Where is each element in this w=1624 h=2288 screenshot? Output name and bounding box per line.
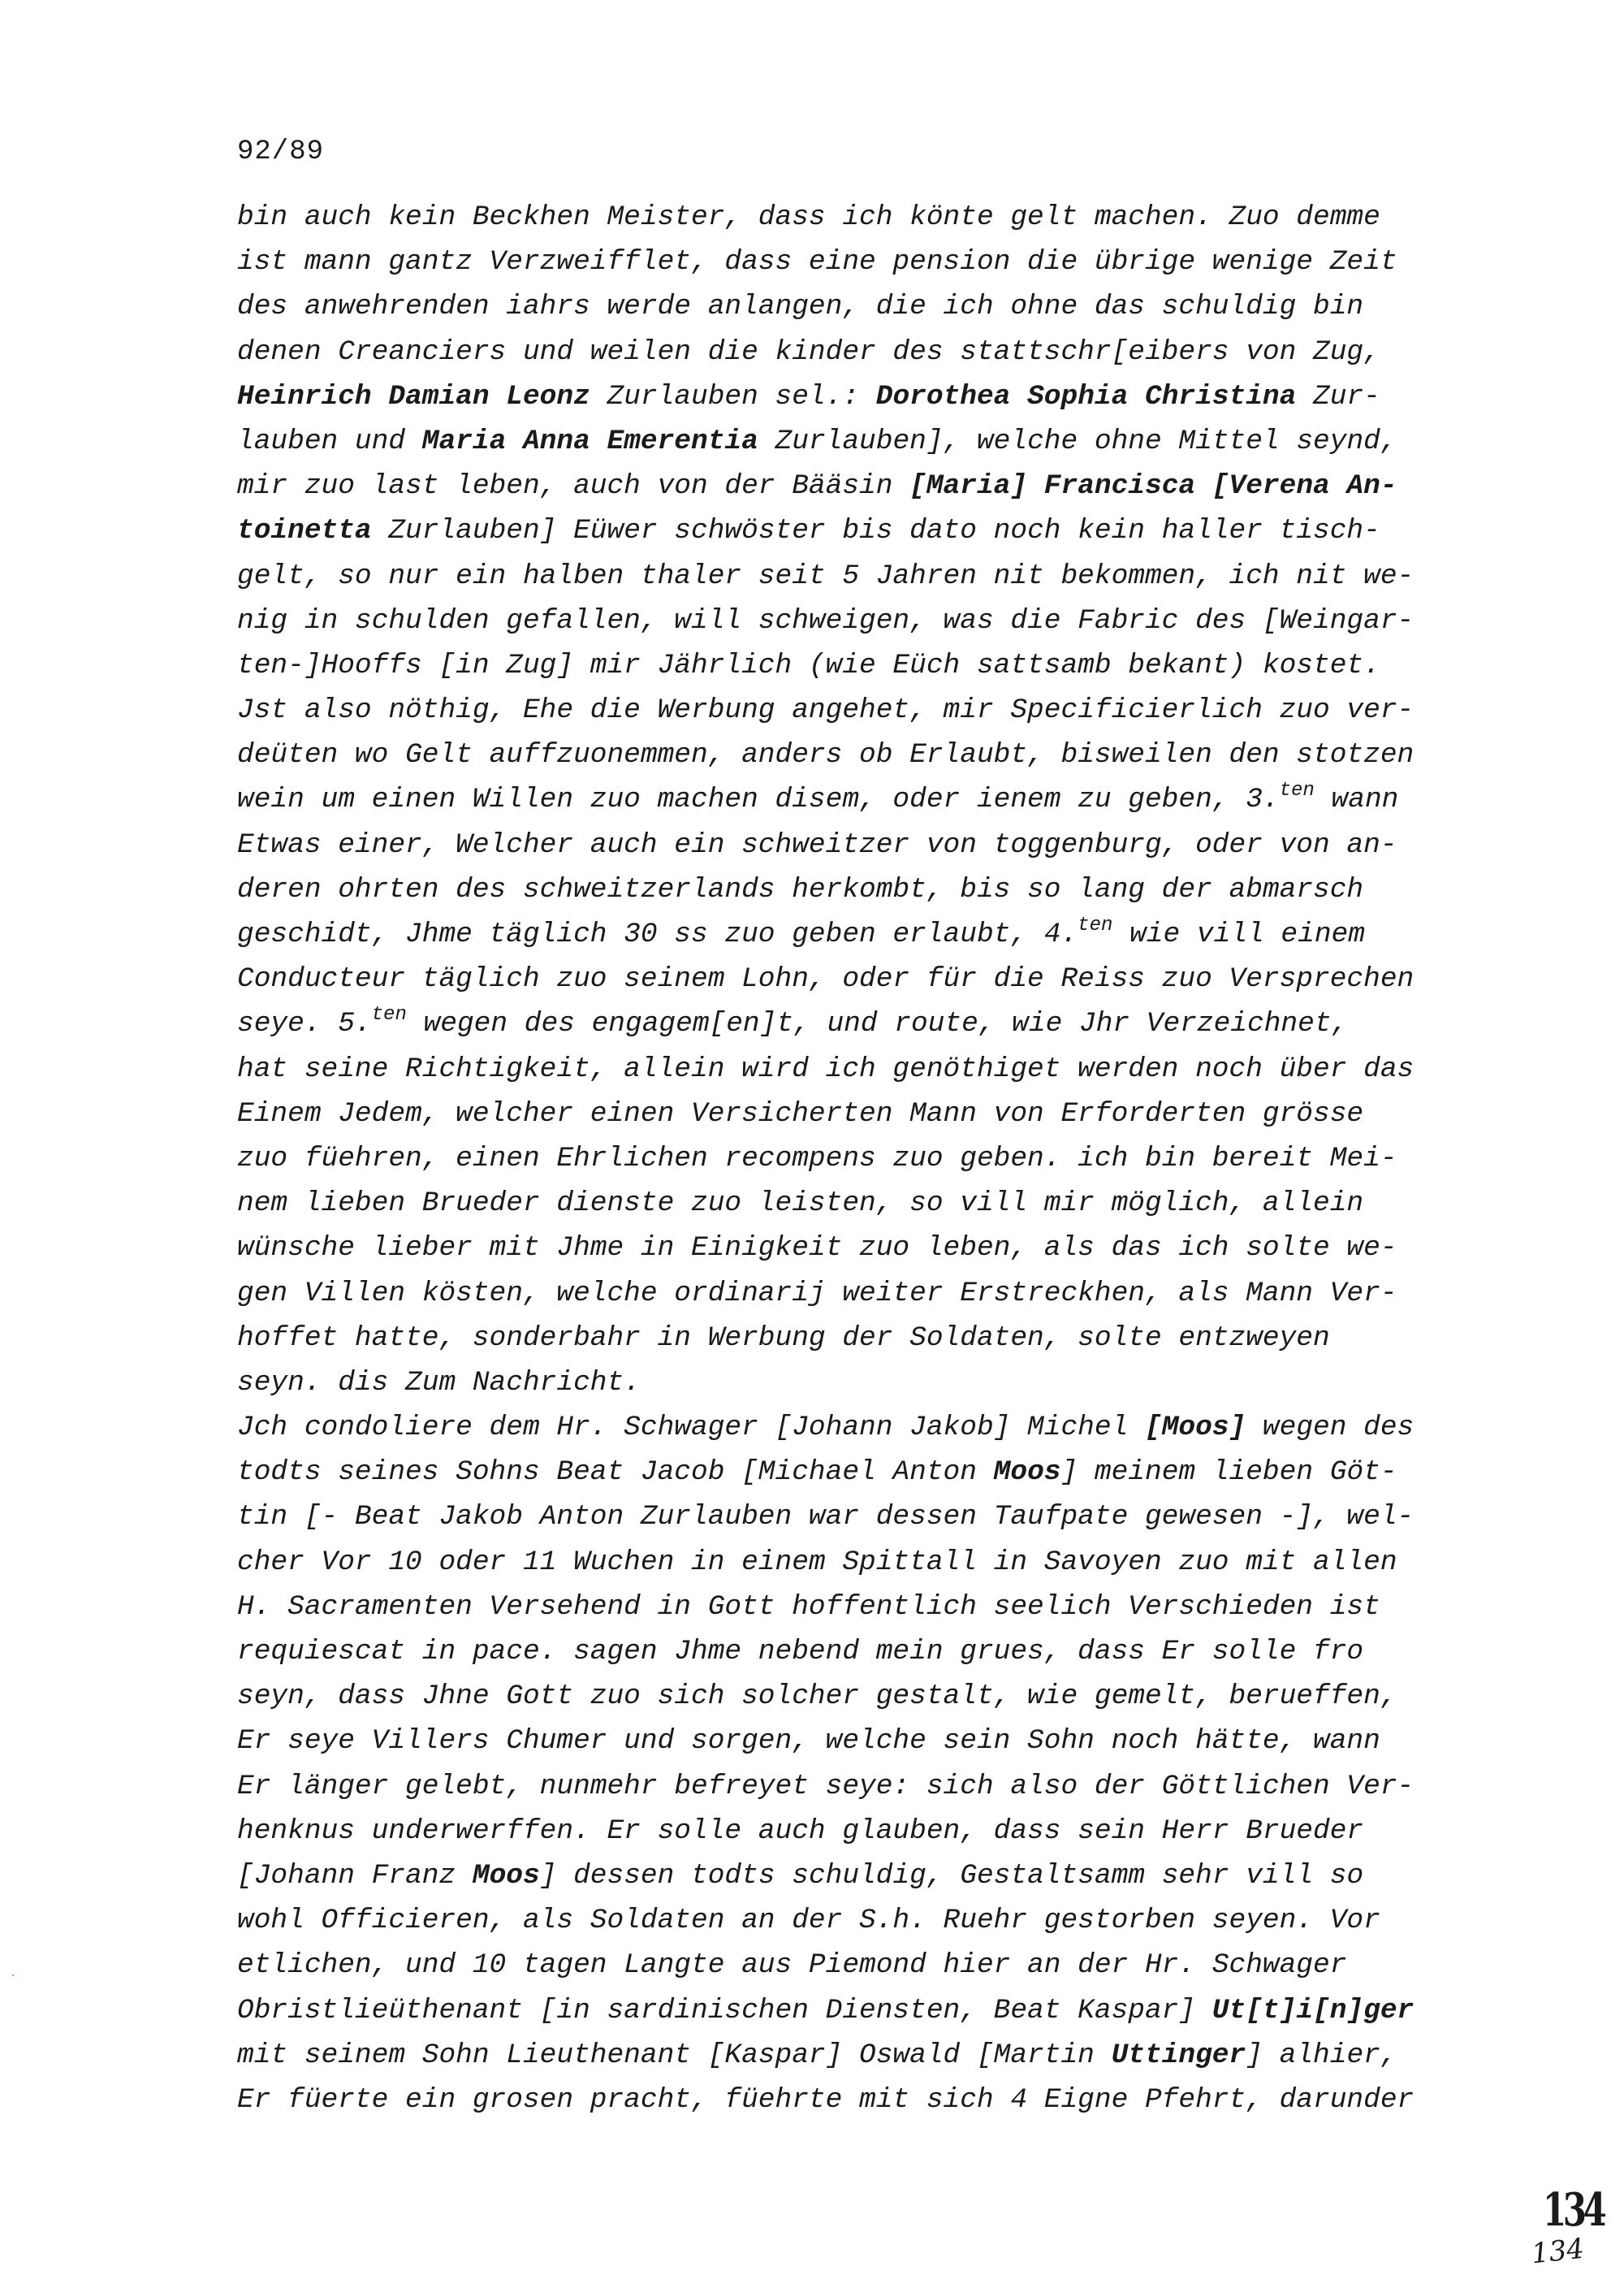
text-run: Einem Jedem, welcher einen Versicherten Mann von Erforderten grösse — [237, 1097, 1364, 1130]
text-line — [237, 1001, 1504, 1046]
text-run: zuo füehren, einen Ehrlichen recompens zuo geben. ich bin bereit Mei- — [237, 1142, 1397, 1174]
text-line — [237, 643, 1504, 688]
text-run: mir zuo last leben, auch von der Bääsin — [237, 470, 910, 503]
text-run: wegen des — [1246, 1412, 1415, 1444]
margin-speck: · — [10, 1970, 17, 1983]
text-run: Zur- — [1296, 380, 1380, 413]
text-run: mit seinem Sohn Lieuthenant [Kaspar] Oswald [Martin — [237, 2039, 1112, 2071]
bold-name: [Moos] — [1144, 1412, 1246, 1444]
text-run: wie vill einem — [1112, 919, 1365, 950]
text-line — [237, 957, 1504, 1001]
text-run: Jch condoliere dem Hr. Schwager [Johann Jakob] Michel — [237, 1412, 1145, 1444]
text-line — [237, 1136, 1504, 1181]
text-line — [237, 554, 1504, 599]
text-line — [237, 733, 1504, 777]
text-run: Zurlauben], welche ohne Mittel seynd, — [758, 425, 1397, 457]
text-run: wünsche lieber mit Jhme in Einigkeit zuo leben, als das ich solte we- — [237, 1232, 1397, 1265]
text-run: deüten wo Gelt auffzuonemmen, anders ob Erlaubt, bisweilen den stotzen — [237, 739, 1415, 772]
text-line — [237, 195, 1504, 240]
text-run: lauben und — [237, 425, 422, 457]
text-run: wein um einen Willen zuo machen disem, oder ienem zu geben, 3. — [237, 784, 1280, 816]
text-run: Er länger gelebt, nunmehr befreyet seye: sich also der Göttlichen Ver- — [237, 1770, 1415, 1802]
text-run: wann — [1314, 784, 1399, 816]
text-line — [237, 912, 1504, 957]
text-line — [237, 2078, 1504, 2122]
text-run: tin [- Beat Jakob Anton Zurlauben war dessen Taufpate gewesen -], wel- — [237, 1501, 1415, 1533]
text-run: Jst also nöthig, Ehe die Werbung angehet, mir Specificierlich zuo ver- — [237, 694, 1415, 727]
text-run: des anwehrenden iahrs werde anlangen, die ich ohne das schuldig bin — [237, 291, 1364, 323]
bold-name: Ut[t]i[n]ger — [1212, 1994, 1415, 2026]
bold-name: Moos — [472, 1859, 540, 1892]
superscript-ordinal: ten — [371, 1004, 407, 1027]
text-run: ist mann gantz Verzweifflet, dass eine pension die übrige wenige Zeit — [237, 246, 1397, 279]
text-line — [237, 330, 1504, 374]
bold-name: toinetta — [237, 515, 372, 547]
text-run: seyn, dass Jhne Gott zuo sich solcher gestalt, wie gemelt, berueffen, — [237, 1680, 1397, 1713]
text-line — [237, 2033, 1504, 2078]
text-line — [237, 1316, 1504, 1360]
text-line — [237, 1226, 1504, 1270]
bold-name: Uttinger — [1111, 2039, 1246, 2071]
archive-folio-pencil-number: 134 — [1530, 2232, 1586, 2271]
text-run: cher Vor 10 oder 11 Wuchen in einem Spittall in Savoyen zuo mit allen — [237, 1546, 1397, 1578]
transcription-text — [237, 195, 1504, 2122]
text-line — [237, 508, 1504, 553]
text-line — [237, 823, 1504, 867]
text-run: todts seines Sohns Beat Jacob [Michael Anton — [237, 1456, 994, 1489]
text-run: geschidt, Jhme täglich 30 ss zuo geben erlaubt, 4. — [237, 919, 1078, 950]
text-run: Conducteur täglich zuo seinem Lohn, oder für die Reiss zuo Versprechen — [237, 963, 1415, 996]
text-line — [237, 1719, 1504, 1763]
bold-name: Maria Anna Emerentia — [421, 425, 758, 457]
text-run: hoffet hatte, sonderbahr in Werbung der Soldaten, solte entzweyen — [237, 1321, 1330, 1354]
text-run: ten-]Hooffs [in Zug] mir Jährlich (wie Eüch sattsamb bekant) kostet. — [237, 649, 1380, 681]
text-run: Obristlieüthenant [in sardinischen Diensten, Beat Kaspar] — [237, 1994, 1212, 2026]
text-run: ] dessen todts schuldig, Gestaltsamm sehr vill so — [539, 1859, 1364, 1892]
text-line — [237, 1494, 1504, 1539]
text-line — [237, 1047, 1504, 1092]
text-line — [237, 284, 1504, 329]
text-run: gelt, so nur ein halben thaler seit 5 Jahren nit bekommen, ich nit we- — [237, 560, 1415, 592]
bold-name: Dorothea Sophia Christina — [875, 380, 1297, 413]
text-line — [237, 1450, 1504, 1494]
text-run: gen Villen kösten, welche ordinarij weiter Erstreckhen, als Mann Ver- — [237, 1277, 1397, 1309]
text-run: Er seye Villers Chumer und sorgen, welche sein Sohn noch hätte, wann — [237, 1725, 1380, 1758]
text-run: Er füerte ein grosen pracht, füehrte mit sich 4 Eigne Pfehrt, darunder — [237, 2083, 1415, 2116]
text-line — [237, 1764, 1504, 1809]
text-run: denen Creanciers und weilen die kinder des stattschr[eibers von Zug, — [237, 335, 1380, 368]
bold-name: Heinrich Damian Leonz — [237, 380, 590, 413]
text-line — [237, 1092, 1504, 1136]
text-run: seye. 5. — [237, 1008, 372, 1040]
text-line — [237, 688, 1504, 733]
text-line — [237, 867, 1504, 912]
archive-folio-stamp: 134 — [1543, 2183, 1604, 2237]
text-line — [237, 1585, 1504, 1629]
text-line — [237, 240, 1504, 284]
text-line — [237, 1360, 1504, 1405]
text-line — [237, 1943, 1504, 1987]
text-run: Zurlauben] Eüwer schwöster bis dato noch kein haller tisch- — [371, 515, 1380, 547]
text-run: H. Sacramenten Versehend in Gott hoffentlich seelich Verschieden ist — [237, 1590, 1380, 1623]
text-line — [237, 1405, 1504, 1450]
text-line — [237, 1271, 1504, 1316]
text-run: Zurlauben sel.: — [590, 380, 876, 413]
text-run: Etwas einer, Welcher auch ein schweitzer von toggenburg, oder von an- — [237, 828, 1397, 861]
text-run: henknus underwerffen. Er solle auch glauben, dass sein Herr Brueder — [237, 1814, 1364, 1847]
text-line — [237, 1853, 1504, 1898]
text-line — [237, 777, 1504, 822]
page-number: 92/89 — [237, 136, 325, 167]
text-line — [237, 1674, 1504, 1719]
bold-name: Moos — [993, 1456, 1061, 1489]
text-run: etlichen, und 10 tagen Langte aus Piemond hier an der Hr. Schwager — [237, 1949, 1347, 1982]
text-run: seyn. dis Zum Nachricht. — [237, 1366, 641, 1399]
bold-name: [Maria] Francisca [Verena An- — [909, 470, 1397, 503]
text-run: ] meinem lieben Göt- — [1060, 1456, 1397, 1489]
superscript-ordinal: ten — [1279, 780, 1315, 802]
text-line — [237, 374, 1504, 419]
text-run: requiescat in pace. sagen Jhme nebend mein grues, dass Er solle fro — [237, 1636, 1364, 1667]
text-line — [237, 464, 1504, 508]
text-line — [237, 1181, 1504, 1226]
text-line — [237, 1988, 1504, 2033]
text-line — [237, 419, 1504, 464]
text-line — [237, 599, 1504, 643]
text-line — [237, 1540, 1504, 1585]
text-run: wegen des engagem[en]t, und route, wie Jhr Verzeichnet, — [406, 1008, 1349, 1040]
text-line — [237, 1809, 1504, 1853]
text-run: nig in schulden gefallen, will schweigen, was die Fabric des [Weingar- — [237, 604, 1415, 637]
text-run: hat seine Richtigkeit, allein wird ich genöthiget werden noch über das — [237, 1053, 1415, 1085]
text-run: ] alhier, — [1246, 2039, 1397, 2071]
superscript-ordinal: ten — [1078, 915, 1113, 936]
text-run: bin auch kein Beckhen Meister, dass ich könte gelt machen. Zuo demme — [237, 201, 1380, 233]
text-run: deren ohrten des schweitzerlands herkombt, bis so lang der abmarsch — [237, 873, 1364, 906]
text-line — [237, 1898, 1504, 1943]
text-line — [237, 1629, 1504, 1674]
text-run: wohl Officieren, als Soldaten an der S.h. Ruehr gestorben seyen. Vor — [237, 1905, 1380, 1937]
text-run: nem lieben Brueder dienste zuo leisten, so vill mir möglich, allein — [237, 1187, 1364, 1220]
text-run: [Johann Franz — [237, 1859, 473, 1892]
